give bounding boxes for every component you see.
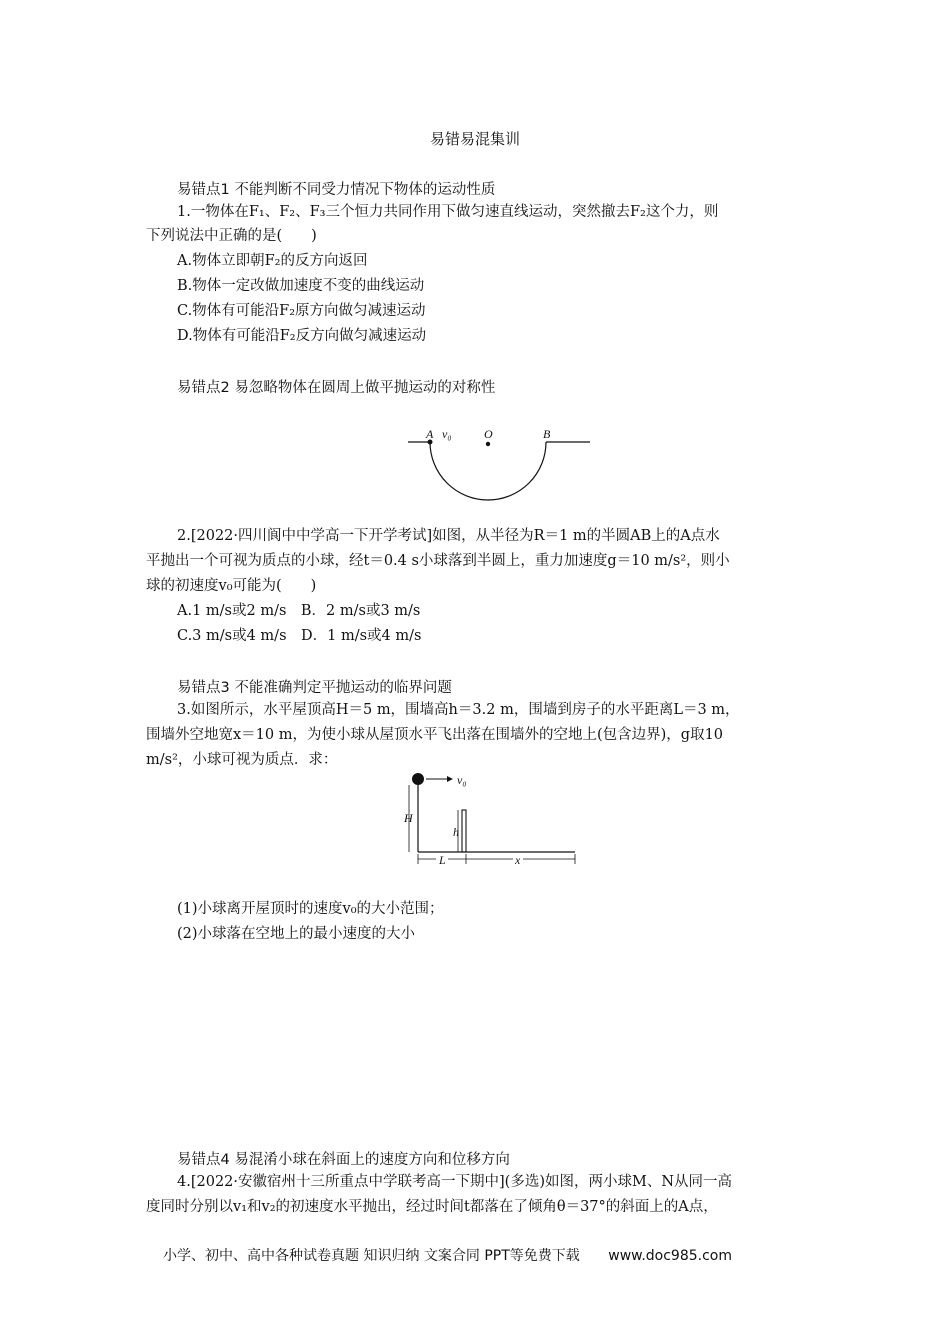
ball-icon xyxy=(412,773,424,785)
label-o: O xyxy=(484,427,493,441)
q1-option-d: D.物体有可能沿F₂反方向做匀减速运动 xyxy=(177,328,427,344)
label-b: B xyxy=(543,427,551,441)
q4-stem-line2: 度同时分别以v₁和v₂的初速度水平抛出，经过时间t都落在了倾角θ＝37°的斜面上的A点， xyxy=(146,1199,718,1215)
footer-url[interactable]: www.doc985.com xyxy=(608,1248,732,1264)
roof-wall-figure xyxy=(395,770,585,868)
fig3-label-L: L xyxy=(439,853,446,867)
page-title: 易错易混集训 xyxy=(429,130,520,148)
fig3-label-h: h xyxy=(453,825,459,839)
q2-stem-line3: 球的初速度v₀可能为( ) xyxy=(146,578,317,594)
q3-stem-line1: 3.如图所示，水平屋顶高H＝5 m，围墙高h＝3.2 m，围墙到房子的水平距离L＝3 m， xyxy=(177,702,740,718)
q2-stem-line1: 2.[2022·四川阆中中学高一下开学考试]如图，从半径为R＝1 m的半圆AB上的A点水 xyxy=(177,528,720,544)
center-o-dot xyxy=(486,442,490,446)
q1-stem-line1: 1.一物体在F₁、F₂、F₃三个恒力共同作用下做匀速直线运动，突然撤去F₂这个力，则 xyxy=(177,204,719,220)
q3-subquestion-2: (2)小球落在空地上的最小速度的大小 xyxy=(177,926,416,942)
q2-options-row1: A.1 m/s或2 m/s B．2 m/s或3 m/s xyxy=(177,603,421,619)
q1-option-a: A.物体立即朝F₂的反方向返回 xyxy=(177,253,368,269)
q2-options-row2: C.3 m/s或4 m/s D．1 m/s或4 m/s xyxy=(177,628,422,644)
fig3-label-x: x xyxy=(515,853,521,867)
semicircle-figure xyxy=(400,420,600,510)
section3-heading: 易错点3 不能准确判定平抛运动的临界问题 xyxy=(177,680,452,696)
label-v0: v₀ xyxy=(442,427,452,441)
q3-stem-line3: m/s²，小球可视为质点．求： xyxy=(146,752,338,768)
q3-stem-line2: 围墙外空地宽x＝10 m，为使小球从屋顶水平飞出落在围墙外的空地上(包含边界)，g取10 xyxy=(146,727,724,743)
section4-heading: 易错点4 易混淆小球在斜面上的速度方向和位移方向 xyxy=(177,1152,510,1168)
fig3-label-H: H xyxy=(404,811,413,825)
section2-heading: 易错点2 易忽略物体在圆周上做平抛运动的对称性 xyxy=(177,380,496,396)
page-footer xyxy=(163,1245,732,1265)
q4-stem-line1: 4.[2022·安徽宿州十三所重点中学联考高一下期中](多选)如图，两小球M、N从同一高 xyxy=(177,1174,733,1190)
fig3-label-v0: v₀ xyxy=(457,773,467,787)
label-a: A xyxy=(426,427,434,441)
q1-option-c: C.物体有可能沿F₂原方向做匀减速运动 xyxy=(177,303,426,319)
footer-text: 小学、初中、高中各种试卷真题 知识归纳 文案合同 PPT等免费下载 xyxy=(163,1248,580,1264)
q2-stem-line2: 平抛出一个可视为质点的小球，经t＝0.4 s小球落到半圆上，重力加速度g＝10 m/s²，则小 xyxy=(146,553,730,569)
q1-option-b: B.物体一定改做加速度不变的曲线运动 xyxy=(177,278,425,294)
q3-subquestion-1: (1)小球离开屋顶时的速度v₀的大小范围； xyxy=(177,901,444,917)
q1-stem-line2: 下列说法中正确的是( ) xyxy=(146,228,317,244)
section1-heading: 易错点1 不能判断不同受力情况下物体的运动性质 xyxy=(177,182,496,198)
